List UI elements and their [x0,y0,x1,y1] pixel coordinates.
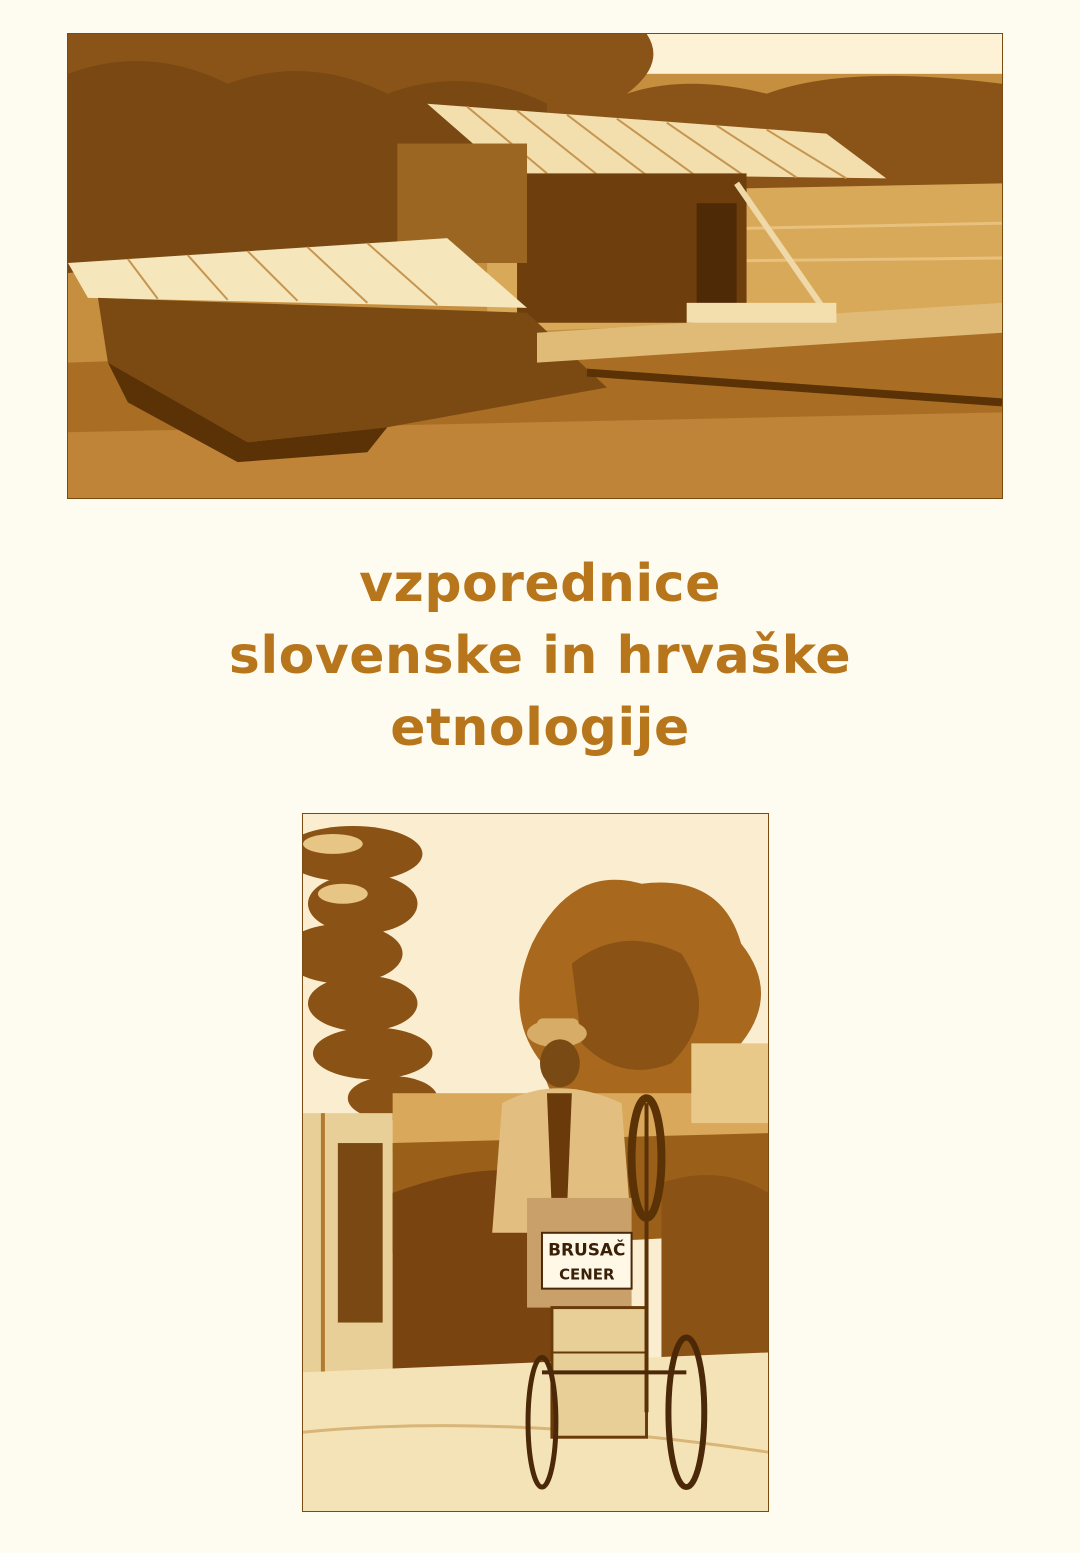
sign-text-line-2: CENER [559,1265,615,1284]
ship-mill-illustration [68,34,1002,498]
cover-photo-ship-mill [67,33,1003,499]
title-line-1: vzporednice [359,554,721,614]
title-line-3: etnologije [390,698,690,758]
sign-text-line-1: BRUSAČ [548,1239,626,1260]
cover-photo-knife-grinder [302,813,769,1512]
title-line-2: slovenske in hrvaške [228,626,852,686]
knife-grinder-illustration [303,814,768,1511]
book-title [0,548,1080,764]
